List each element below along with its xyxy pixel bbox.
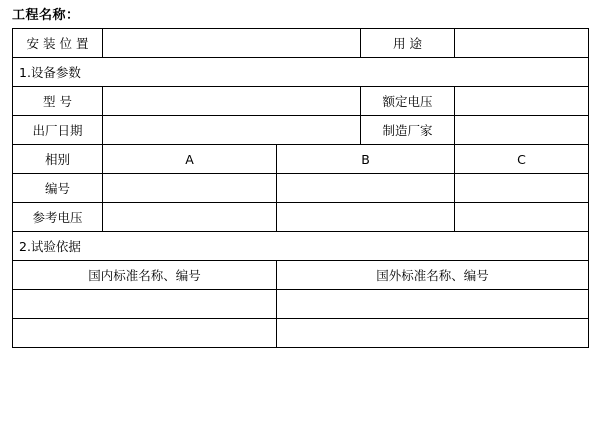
serial-c-value[interactable]	[455, 174, 589, 203]
purpose-value[interactable]	[455, 29, 589, 58]
reference-voltage-label: 参考电压	[13, 203, 103, 232]
manufacture-date-label: 出厂日期	[13, 116, 103, 145]
table-row	[13, 232, 589, 261]
table-row	[13, 145, 589, 174]
phase-b-header: B	[277, 145, 455, 174]
section-test-basis: 2.试验依据	[13, 232, 589, 261]
manufacturer-label: 制造厂家	[361, 116, 455, 145]
table-row	[13, 58, 589, 87]
rated-voltage-label: 额定电压	[361, 87, 455, 116]
serial-a-value[interactable]	[103, 174, 277, 203]
page-title: 工程名称：	[12, 8, 80, 23]
foreign-standard-value-1[interactable]	[277, 290, 589, 319]
manufacturer-value[interactable]	[455, 116, 589, 145]
table-row	[13, 116, 589, 145]
rated-voltage-value[interactable]	[455, 87, 589, 116]
table-row	[13, 203, 589, 232]
table-row	[13, 87, 589, 116]
phase-c-header: C	[455, 145, 589, 174]
reference-voltage-b-value[interactable]	[277, 203, 455, 232]
domestic-standard-header: 国内标准名称、编号	[13, 261, 277, 290]
model-label: 型 号	[13, 87, 103, 116]
serial-label: 编号	[13, 174, 103, 203]
domestic-standard-value-1[interactable]	[13, 290, 277, 319]
install-location-value[interactable]	[103, 29, 361, 58]
foreign-standard-header: 国外标准名称、编号	[277, 261, 589, 290]
table-row	[13, 29, 589, 58]
manufacture-date-value[interactable]	[103, 116, 361, 145]
table-row	[13, 290, 589, 319]
section-equipment-parameters: 1.设备参数	[13, 58, 589, 87]
model-value[interactable]	[103, 87, 361, 116]
phase-a-header: A	[103, 145, 277, 174]
table-row	[13, 174, 589, 203]
serial-b-value[interactable]	[277, 174, 455, 203]
equipment-test-form	[12, 28, 589, 348]
domestic-standard-value-2[interactable]	[13, 319, 277, 348]
reference-voltage-c-value[interactable]	[455, 203, 589, 232]
install-location-label: 安 装 位 置	[13, 29, 103, 58]
table-row	[13, 261, 589, 290]
phase-label: 相别	[13, 145, 103, 174]
table-row	[13, 319, 589, 348]
purpose-label: 用 途	[361, 29, 455, 58]
foreign-standard-value-2[interactable]	[277, 319, 589, 348]
reference-voltage-a-value[interactable]	[103, 203, 277, 232]
